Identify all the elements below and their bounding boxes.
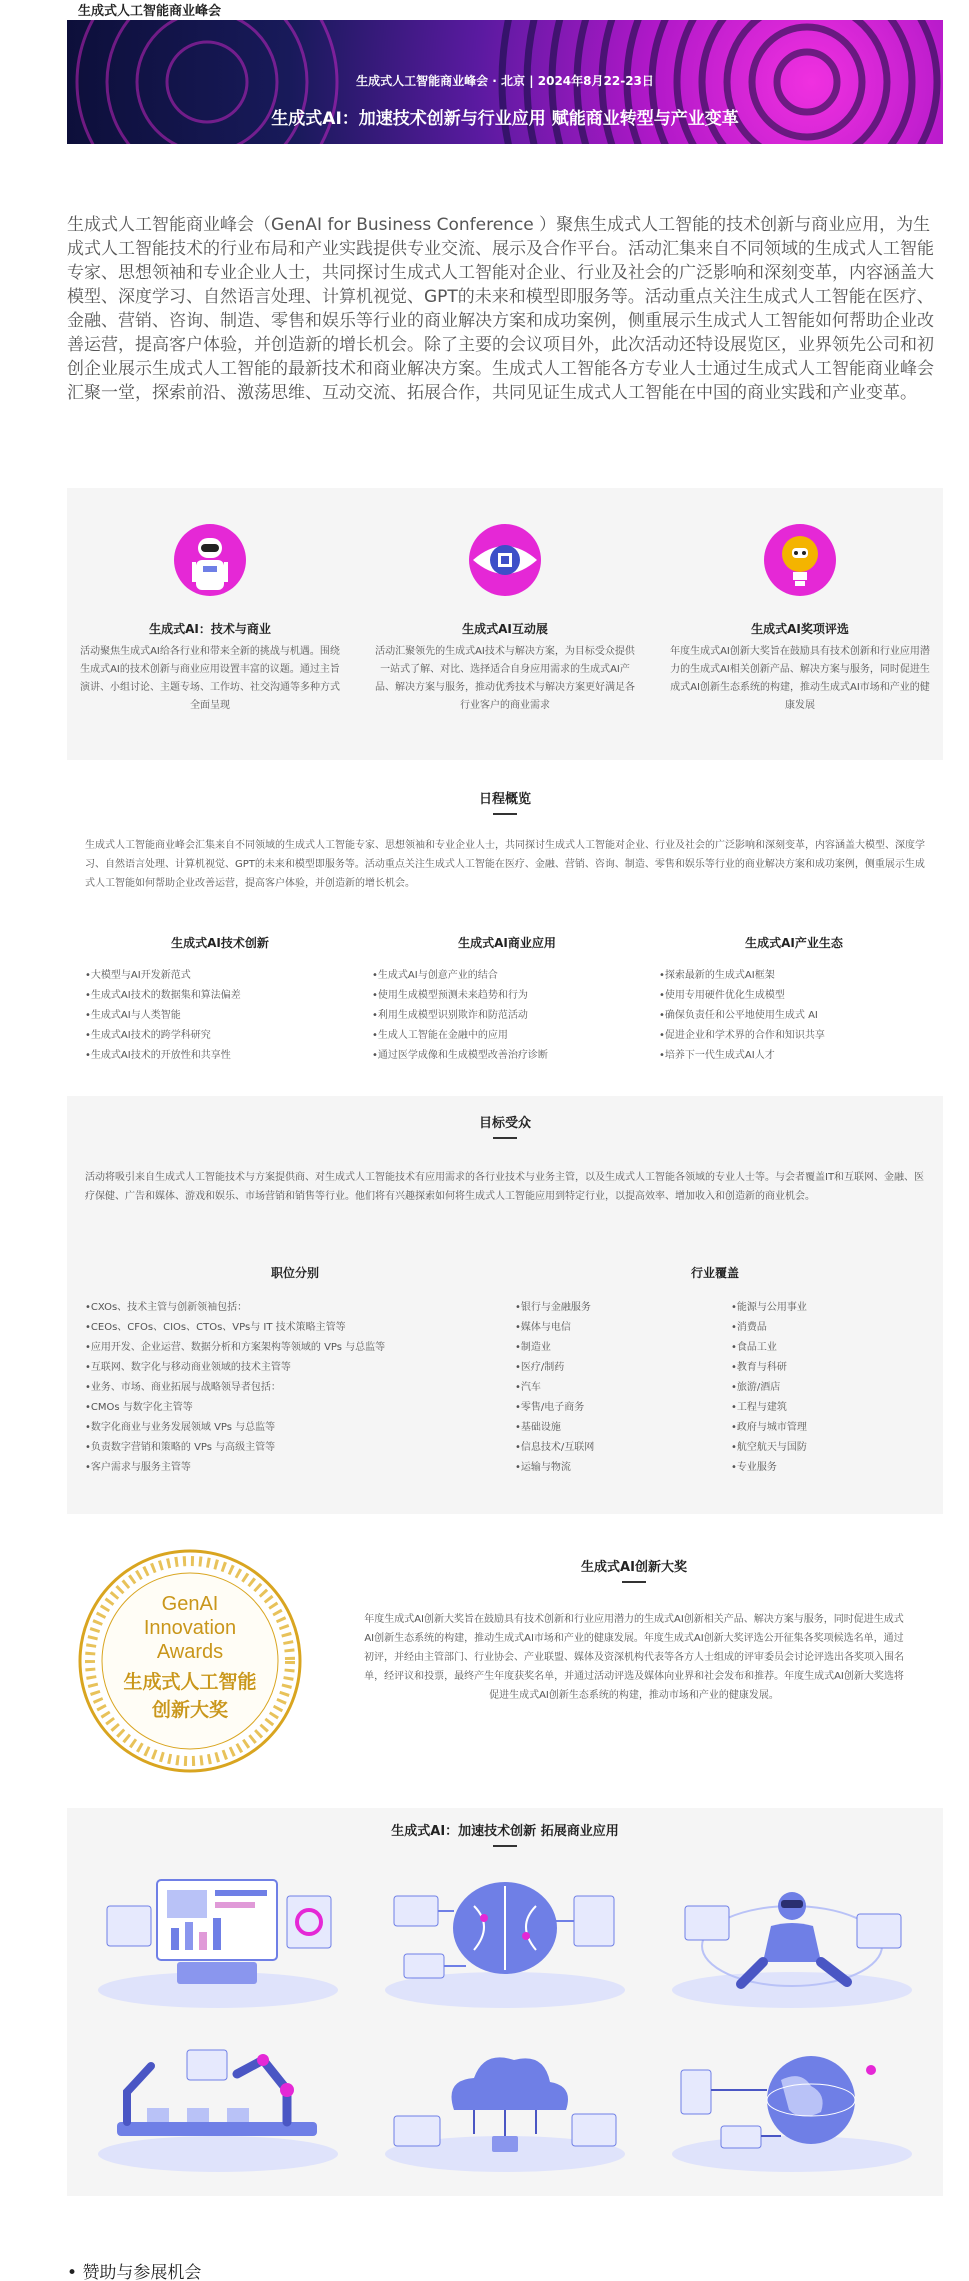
agenda-column-title: 生成式AI产业生态 bbox=[745, 936, 843, 950]
list-item: • 能源与公用事业 bbox=[731, 1298, 931, 1318]
list-item: • 运输与物流 bbox=[515, 1458, 725, 1478]
list-item: • 通过医学成像和生成模型改善治疗诊断 bbox=[372, 1046, 642, 1066]
list-item: • 政府与城市管理 bbox=[731, 1418, 931, 1438]
list-item: • 专业服务 bbox=[731, 1458, 931, 1478]
list-item: • 客户需求与服务主管等 bbox=[85, 1458, 505, 1478]
industries-list-right bbox=[731, 1298, 931, 1478]
list-item: • 生成人工智能在金融中的应用 bbox=[372, 1026, 642, 1046]
list-item: • 生成式AI与人类智能 bbox=[85, 1006, 355, 1026]
list-item: • 促进企业和学术界的合作和知识共享 bbox=[659, 1026, 929, 1046]
lightbulb-robot-icon bbox=[758, 518, 842, 602]
list-item: • CMOs 与数字化主管等 bbox=[85, 1398, 505, 1418]
agenda-list-tech bbox=[85, 966, 355, 1066]
sponsorship-heading: • 赞助与参展机会 bbox=[67, 2263, 202, 2281]
robot-icon bbox=[168, 518, 252, 602]
list-item: • 确保负责任和公平地使用生成式 AI bbox=[659, 1006, 929, 1026]
list-item: • 生成式AI技术的跨学科研究 bbox=[85, 1026, 355, 1046]
feature-card-tech-business bbox=[75, 518, 345, 715]
award-laurel-badge bbox=[77, 1548, 303, 1774]
gallery-section bbox=[67, 1808, 943, 2196]
feature-card-expo bbox=[370, 518, 640, 715]
feature-title: 生成式AI：技术与商业 bbox=[149, 622, 271, 636]
award-badge-cn-2: 创新大奖 bbox=[151, 1699, 229, 1721]
list-item: • 业务、市场、商业拓展与战略领导者包括： bbox=[85, 1378, 505, 1398]
audience-description: 活动将吸引来自生成式人工智能技术与方案提供商、对生成式人工智能技术有应用需求的各行业技术与业务主管，以及生成式人工智能各领域的专业人士等。与会者覆盖IT和互联网、金融、医疗保健、广告和媒体、游戏和娱乐、市场营销和销售等行业。他们将有兴趣探索如何将生成式人工智能应用到特定行业，以提高效率、增加收入和创造新的商业机会。 bbox=[85, 1172, 925, 1202]
feature-desc: 年度生成式AI创新大奖旨在鼓励具有技术创新和行业应用潜力的生成式AI相关创新产品、解决方案与服务，同时促进生成式AI创新生态系统的构建，推动生成式AI市场和产业的健康发展 bbox=[670, 646, 930, 711]
list-item: • 生成式AI技术的数据集和算法偏差 bbox=[85, 986, 355, 1006]
feature-desc: 活动汇聚领先的生成式AI技术与解决方案，为目标受众提供一站式了解、对比、选择适合自身应用需求的生成式AI产品、解决方案与服务，推动优秀技术与解决方案更好满足各行业客户的商业需求 bbox=[375, 646, 635, 711]
ai-chip-eye-icon bbox=[463, 518, 547, 602]
list-item: • 信息技术/互联网 bbox=[515, 1438, 725, 1458]
industries-title: 行业覆盖 bbox=[690, 1266, 739, 1280]
list-item: • 生成式AI技术的开放性和共享性 bbox=[85, 1046, 355, 1066]
intro-paragraph: 生成式人工智能商业峰会（GenAI for Business Conference ）聚焦生成式人工智能的技术创新与商业应用，为生成式人工智能技术的行业布局和产业实践提供专业交流、展示及合作平台。活动汇集来自不同领域的生成式人工智能专家、思想领袖和专业企业人士，共同探讨生成式人工智能对企业、行业及社会的广泛影响和深刻变革，内容涵盖大模型、深度学习、自然语言处理、计算机视觉、GPT的未来和模型即服务等。活动重点关注生成式人工智能在医疗、金融、营销、咨询、制造、零售和娱乐等行业的商业解决方案和成功案例，侧重展示生成式人工智能如何帮助企业改善运营，提高客户体验，并创造新的增长机会。除了主要的会议项目外，此次活动还特设展览区，业界领先公司和初创企业展示生成式人工智能的最新技术和商业解决方案。生成式人工智能各方专业人士通过生成式人工智能商业峰会汇聚一堂，探索前沿、激荡思维、互动交流、拓展合作，共同见证生成式人工智能在中国的商业实践和产业变革。 bbox=[67, 215, 934, 403]
hero-banner bbox=[67, 20, 943, 144]
sponsorship-heading-text: 赞助与参展机会 bbox=[82, 2263, 202, 2281]
agenda-column-title: 生成式AI技术创新 bbox=[171, 936, 269, 950]
feature-desc: 活动聚焦生成式AI给各行业和带来全新的挑战与机遇。围绕生成式AI的技术创新与商业应用设置丰富的议题。通过主旨演讲、小组讨论、主题专场、工作坊、社交沟通等多种方式全面呈现 bbox=[80, 646, 340, 711]
list-item: • 媒体与电信 bbox=[515, 1318, 725, 1338]
list-item: • 汽车 bbox=[515, 1378, 725, 1398]
industries-list-left bbox=[515, 1298, 725, 1478]
agenda-list-business bbox=[372, 966, 642, 1066]
roles-title: 职位分别 bbox=[270, 1266, 319, 1280]
page-root bbox=[10, 0, 959, 2281]
list-item: • 大模型与AI开发新范式 bbox=[85, 966, 355, 986]
gallery-title: 生成式AI：加速技术创新 拓展商业应用 bbox=[67, 1820, 943, 1847]
list-item: • 银行与金融服务 bbox=[515, 1298, 725, 1318]
agenda-title: 日程概览 bbox=[67, 788, 943, 815]
list-item: • 教育与科研 bbox=[731, 1358, 931, 1378]
list-item: • 互联网、数字化与移动商业领域的技术主管等 bbox=[85, 1358, 505, 1378]
audience-title: 目标受众 bbox=[67, 1112, 943, 1139]
list-item: • 食品工业 bbox=[731, 1338, 931, 1358]
award-title: 生成式AI创新大奖 bbox=[362, 1556, 906, 1583]
audience-section bbox=[67, 1096, 943, 1514]
analytics-dashboard-illustration bbox=[87, 1866, 349, 2012]
list-item: • 旅游/酒店 bbox=[731, 1378, 931, 1398]
list-item: • 航空航天与国防 bbox=[731, 1438, 931, 1458]
list-item: • 负责数字营销和策略的 VPs 与高级主管等 bbox=[85, 1438, 505, 1458]
banner-title: 生成式AI：加速技术创新与行业应用 赋能商业转型与产业变革 bbox=[271, 109, 739, 129]
list-item: • CEOs、CFOs、CIOs、CTOs、VPs与 IT 技术策略主管等 bbox=[85, 1318, 505, 1338]
list-item: • 探索最新的生成式AI框架 bbox=[659, 966, 929, 986]
banner-subtitle: 生成式人工智能商业峰会 · 北京 | 2024年8月22-23日 bbox=[356, 74, 654, 88]
list-item: • 使用生成模型预测未来趋势和行为 bbox=[372, 986, 642, 1006]
list-item: • 消费品 bbox=[731, 1318, 931, 1338]
list-item: • 应用开发、企业运营、数据分析和方案架构等领域的 VPs 与总监等 bbox=[85, 1338, 505, 1358]
list-item: • 生成式AI与创意产业的结合 bbox=[372, 966, 642, 986]
agenda-section bbox=[67, 788, 943, 1088]
roles-list bbox=[85, 1298, 505, 1478]
list-item: • 基础设施 bbox=[515, 1418, 725, 1438]
top-site-title: 生成式人工智能商业峰会 bbox=[78, 4, 222, 19]
list-item: • 培养下一代生成式AI人才 bbox=[659, 1046, 929, 1066]
list-item: • 利用生成模型识别欺诈和防范活动 bbox=[372, 1006, 642, 1026]
list-item: • 使用专用硬件优化生成模型 bbox=[659, 986, 929, 1006]
agenda-list-ecosystem bbox=[659, 966, 929, 1066]
award-badge-en-1: GenAI bbox=[161, 1593, 219, 1615]
list-item: • 医疗/制药 bbox=[515, 1358, 725, 1378]
cloud-computing-illustration bbox=[374, 2030, 636, 2176]
list-item: • 数字化商业与业务发展领域 VPs 与总监等 bbox=[85, 1418, 505, 1438]
robot-arm-factory-illustration bbox=[87, 2030, 349, 2176]
feature-card-awards bbox=[665, 518, 935, 715]
list-item: • 零售/电子商务 bbox=[515, 1398, 725, 1418]
global-network-illustration bbox=[661, 2030, 923, 2176]
ai-brain-network-illustration bbox=[374, 1866, 636, 2012]
list-item: • 工程与建筑 bbox=[731, 1398, 931, 1418]
feature-title: 生成式AI互动展 bbox=[462, 622, 548, 636]
agenda-description: 生成式人工智能商业峰会汇集来自不同领域的生成式人工智能专家、思想领袖和专业企业人士，共同探讨生成式人工智能对企业、行业及社会的广泛影响和深刻变革，内容涵盖大模型、深度学习、自然语言处理、计算机视觉、GPT的未来和模型即服务等。活动重点关注生成式人工智能在医疗、金融、营销、咨询、制造、零售和娱乐等行业的商业解决方案和成功案例，侧重展示生成式人工智能如何帮助企业改善运营，提高客户体验，并创造新的增长机会。 bbox=[85, 840, 925, 889]
agenda-column-title: 生成式AI商业应用 bbox=[458, 936, 556, 950]
award-badge-en-2: Innovation bbox=[143, 1617, 237, 1639]
award-badge-cn-1: 生成式人工智能 bbox=[123, 1671, 257, 1693]
feature-title: 生成式AI奖项评选 bbox=[751, 622, 849, 636]
award-description: 年度生成式AI创新大奖旨在鼓励具有技术创新和行业应用潜力的生成式AI创新相关产品、解决方案与服务，同时促进生成式AI创新生态系统的构建，推动生成式AI市场和产业的健康发展。年度生成式AI创新大奖评选公开征集各奖项候选名单，通过初评，并经由主管部门、行业协会、产业联盟、媒体及资深机构代表等各方人士组成的评审委员会讨论评选出各奖项入围名单，经评议和投票，最终产生年度获奖名单，并通过活动评选及媒体向业界和社会发布和推荐。年度生成式AI创新大奖选将促进生成式AI创新生态系统的构建，推动市场和产业的健康发展。 bbox=[364, 1614, 904, 1701]
list-item: • CXOs、技术主管与创新领袖包括： bbox=[85, 1298, 505, 1318]
vr-person-illustration bbox=[661, 1866, 923, 2012]
list-item: • 制造业 bbox=[515, 1338, 725, 1358]
features-section bbox=[67, 488, 943, 760]
award-badge-en-3: Awards bbox=[156, 1641, 224, 1663]
